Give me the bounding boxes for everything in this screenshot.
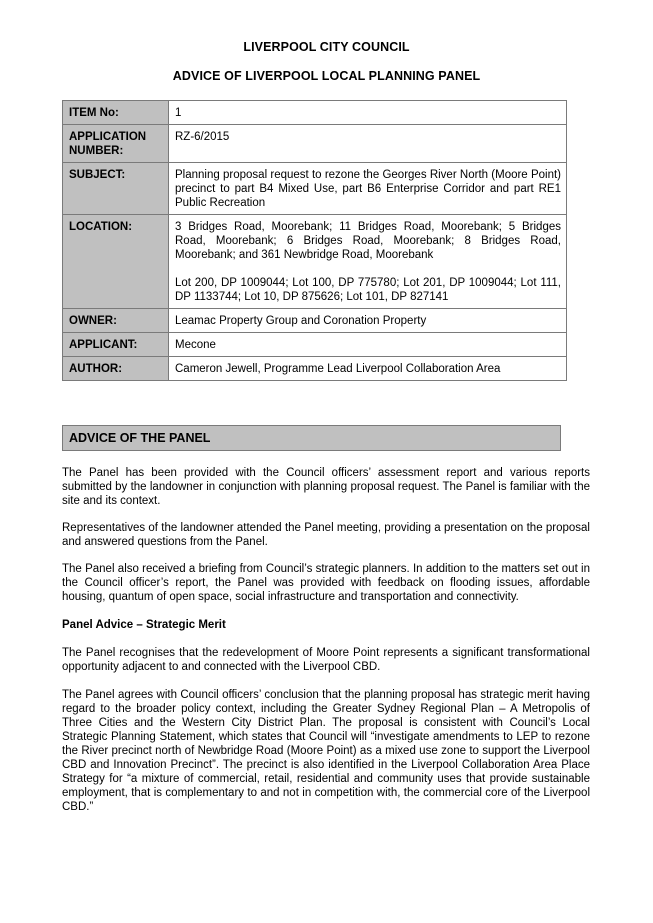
author-value: Cameron Jewell, Programme Lead Liverpool Collaboration Area	[169, 357, 567, 381]
section-subheading: Panel Advice – Strategic Merit	[62, 619, 226, 631]
item-value: 1	[169, 101, 567, 125]
table-row	[63, 215, 567, 309]
table-row	[63, 309, 567, 333]
subject-label: SUBJECT:	[63, 163, 169, 215]
council-name: LIVERPOOL CITY COUNCIL	[243, 40, 410, 54]
item-label: ITEM No:	[63, 101, 169, 125]
application-label: APPLICATION NUMBER:	[63, 125, 169, 163]
advice-heading: ADVICE OF THE PANEL	[62, 425, 561, 451]
spacer	[175, 262, 561, 276]
applicant-label: APPLICANT:	[63, 333, 169, 357]
owner-value: Leamac Property Group and Coronation Property	[169, 309, 567, 333]
owner-label: OWNER:	[63, 309, 169, 333]
location-label: LOCATION:	[63, 215, 169, 309]
paragraph-4: The Panel recognises that the redevelopment of Moore Point represents a significant transformational opportunity adjacent to and connected with the Liverpool CBD.	[62, 647, 590, 673]
paragraph-2: Representatives of the landowner attended the Panel meeting, providing a presentation on the proposal and answered questions from the Panel.	[62, 522, 590, 548]
table-row	[63, 357, 567, 381]
details-table	[62, 100, 567, 381]
location-value	[169, 215, 567, 309]
application-value: RZ-6/2015	[169, 125, 567, 163]
table-row	[63, 333, 567, 357]
table-row	[63, 125, 567, 163]
location-lots: Lot 200, DP 1009044; Lot 100, DP 775780; Lot 201, DP 1009044; Lot 111, DP 1133744; Lot 10, DP 875626; Lot 101, DP 827141	[175, 277, 561, 303]
paragraph-3: The Panel also received a briefing from Council’s strategic planners. In addition to the matters set out in the Council officer’s report, the Panel was provided with feedback on flooding issues, affordable housing, quantum of open space, social infrastructure and transportation and connectivity.	[62, 563, 590, 603]
location-addresses: 3 Bridges Road, Moorebank; 11 Bridges Road, Moorebank; 5 Bridges Road, Moorebank; 6 Bridges Road, Moorebank; 8 Bridges Road, Moorebank; and 361 Newbridge Road, Moorebank	[175, 221, 561, 261]
applicant-value: Mecone	[169, 333, 567, 357]
table-row	[63, 163, 567, 215]
paragraph-1: The Panel has been provided with the Council officers’ assessment report and various reports submitted by the landowner in conjunction with planning proposal request. The Panel is familiar with the site and its context.	[62, 467, 590, 507]
table-row	[63, 101, 567, 125]
subject-value: Planning proposal request to rezone the Georges River North (Moore Point) precinct to part B4 Mixed Use, part B6 Enterprise Corridor and part RE1 Public Recreation	[169, 163, 567, 215]
paragraph-5: The Panel agrees with Council officers’ conclusion that the planning proposal has strategic merit having regard to the broader policy context, including the Greater Sydney Regional Plan – A Metropolis of Three Cities and the Western City District Plan. The proposal is consistent with Council’s Local Strategic Planning Statement, which states that Council will “investigate amendments to LEP to rezone the River precinct north of Newbridge Road (Moore Point) as a mixed use zone to support the Liverpool CBD and Innovation Precinct”. The precinct is also identified in the Liverpool Collaboration Area Place Strategy for “a mixture of commercial, retail, residential and community uses that provide sustainable employment, that is complementary to and not in competition with, the commercial core of the Liverpool CBD.”	[62, 689, 590, 813]
document-title: ADVICE OF LIVERPOOL LOCAL PLANNING PANEL	[172, 69, 481, 83]
author-label: AUTHOR:	[63, 357, 169, 381]
